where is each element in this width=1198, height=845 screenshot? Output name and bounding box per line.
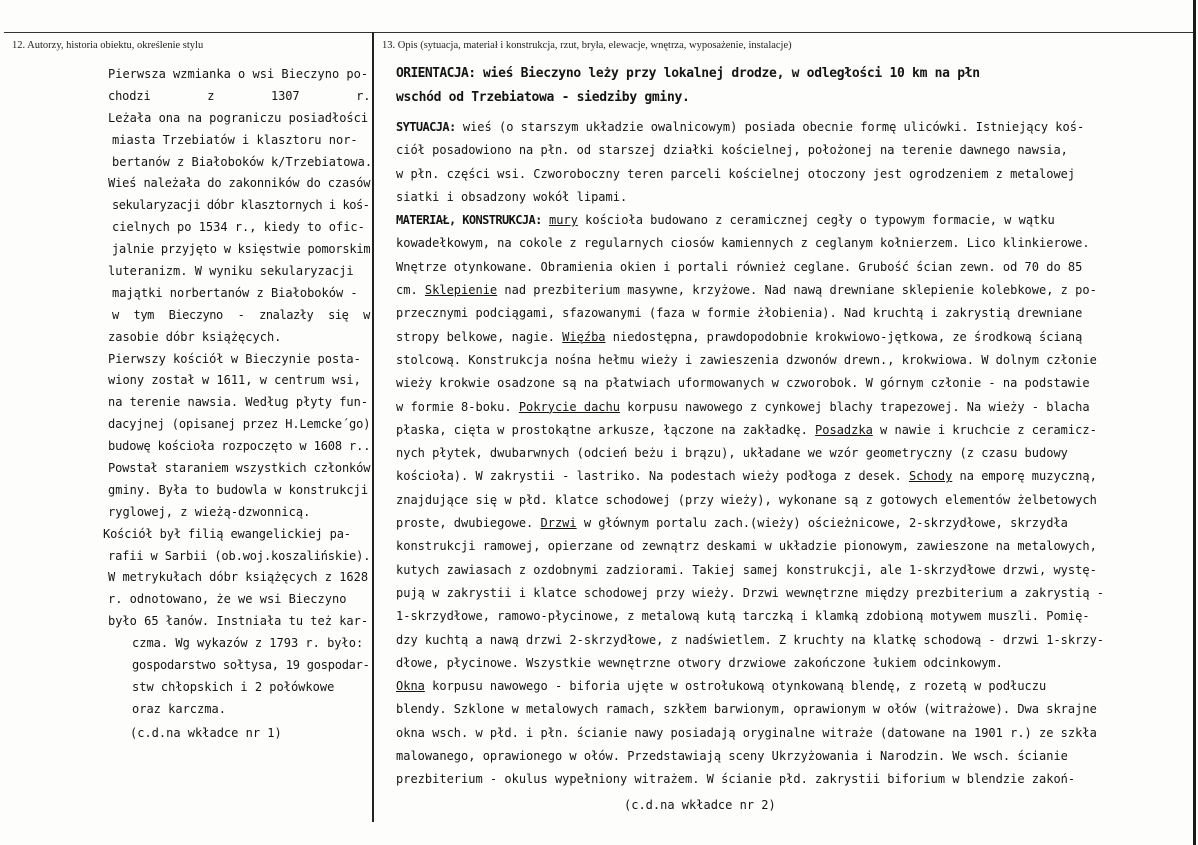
material-line bbox=[396, 465, 1176, 488]
situation-line: ciół posadowiono na płn. od starszej działki kościelnej, położonej na terenie dawnego nawsia, bbox=[396, 143, 1068, 158]
term-schody: Schody bbox=[908, 469, 953, 484]
situation-text: wieś (o starszym układzie owalnicowym) posiada obecnie formę ulicówki. Istniejący koś- bbox=[455, 120, 1085, 134]
material-text: cm. bbox=[396, 283, 425, 298]
material-line: nych płytek, dwubarwnych (odcień beżu i brązu), układane we wzór geometryczny (z czasu budowy bbox=[396, 446, 1068, 461]
material-line bbox=[396, 326, 1176, 349]
history-line: Kościół był filią ewangelickiej pa- bbox=[103, 526, 351, 541]
material-text: korpusu nawowego z cynkowej blachy trapezowej. Na wieży - blacha bbox=[619, 399, 1090, 414]
material-text: w głównym portalu zach.(wieży) ościeżnicowe, 2-skrzydłowe, skrzydła bbox=[576, 516, 1068, 531]
term-posadzka: Posadzka bbox=[815, 422, 873, 437]
material-text: na emporę muzyczną, bbox=[952, 469, 1097, 484]
history-line: W metrykułach dóbr książęcych z 1628 bbox=[108, 570, 369, 585]
material-text: kościoła budowano z ceramicznej cegły o typowym formacie, w wątku bbox=[577, 213, 1055, 228]
material-line bbox=[396, 279, 1176, 302]
term-drzwi: Drzwi bbox=[540, 516, 577, 531]
term-wiezba: Więźba bbox=[562, 329, 606, 344]
material-line: prezbiterium - okulus wypełniony witrażem. W ścianie płd. zakrystii biforium w blendzie zakoń- bbox=[396, 772, 1076, 787]
history-line: było 65 łanów. Instniała tu też kar- bbox=[108, 614, 369, 629]
material-text: korpusu nawowego - biforia ujęte w ostrołukową otynkowaną blendę, z rozetą w podłuczu bbox=[424, 679, 1047, 694]
material-text: w nawie i kruchcie z ceramicz- bbox=[872, 422, 1097, 437]
material-line: znajdujące się w płd. klatce schodowej (przy wieży), wykonane są z gotowych elementów żelbetowych bbox=[396, 492, 1097, 507]
history-line: zasobie dóbr książęcych. bbox=[108, 329, 282, 344]
material-line bbox=[396, 209, 1176, 232]
material-line: blendy. Szklone w metalowych ramach, szkłem barwionym, oprawionym w ołów (witrażowe). Dwa skrajne bbox=[396, 702, 1097, 717]
situation-line: w płn. części wsi. Czworoboczny teren parceli kościelnej otoczony jest ogrodzeniem z metalowej bbox=[396, 166, 1076, 181]
orientation-line: wschód od Trzebiatowa - siedziby gminy. bbox=[396, 90, 690, 105]
material-line bbox=[396, 675, 1176, 698]
orientation-text: wieś Bieczyno leży przy lokalnej drodze, w odległości 10 km na płn bbox=[475, 66, 980, 81]
column-divider bbox=[372, 32, 374, 822]
history-line: sekularyzacji dóbr klasztornych i koś- bbox=[112, 198, 370, 213]
material-line: dłowe, płycinowe. Wszystkie wewnętrzne otwory drzwiowe zakończone łukiem odcinkowym. bbox=[396, 655, 1003, 670]
material-line: 1-skrzydłowe, ramowo-płycinowe, z metalową kutą tarczką i klamką zdobioną motywem muszli. Pomię- bbox=[396, 609, 1090, 624]
history-line: dacyjnej (opisanej przez H.Lemcke´go) bbox=[108, 417, 371, 432]
history-column bbox=[103, 64, 373, 745]
material-line: przecznymi podciągami, sfazowanymi (faza w formie żłobienia). Nad kruchtą i zakrystią drewniane bbox=[396, 306, 1083, 321]
material-line bbox=[396, 396, 1176, 419]
orientation-label: ORIENTACJA: bbox=[396, 66, 476, 81]
material-text: płaska, cięta w prostokątne arkusze, łączone na zakładkę. bbox=[396, 422, 816, 437]
history-line: gminy. Była to budowla w konstrukcji bbox=[108, 482, 369, 497]
material-line: dzy kuchtą a nawą drzwi 2-skrzydłowe, z nadświetlem. Z kruchty na klatkę schodową - drzwi 1-skrzy- bbox=[396, 632, 1105, 647]
history-line: r. odnotowano, że we wsi Bieczyno bbox=[108, 592, 347, 607]
history-line: w tym Bieczyno - znalazły się w bbox=[112, 307, 370, 322]
history-line: majątki norbertanów z Białoboków - bbox=[112, 285, 358, 300]
history-line: luteranizm. W wyniku sekularyzacji bbox=[108, 264, 354, 279]
history-line: na terenie nawsia. Według płyty fun- bbox=[108, 395, 369, 410]
material-label: MATERIAŁ, KONSTRUKCJA: bbox=[396, 213, 542, 228]
history-line: Powstał staraniem wszystkich członków bbox=[108, 461, 371, 476]
history-line: stw chłopskich i 2 połówkowe bbox=[132, 679, 335, 694]
history-line: czma. Wg wykazów z 1793 r. było: bbox=[132, 636, 364, 651]
history-line: gospodarstwo sołtysa, 19 gospodar- bbox=[132, 658, 370, 673]
history-line: Pierwsza wzmianka o wsi Bieczyno po- bbox=[108, 67, 369, 81]
material-text: niedostępna, prawdopodobnie krokwiowo-jętkowa, ze środkową ścianą bbox=[605, 329, 1083, 344]
material-line bbox=[396, 419, 1176, 442]
orientation-line bbox=[396, 62, 1176, 86]
term-pokrycie-dachu: Pokrycie dachu bbox=[518, 399, 620, 414]
term-okna: Okna bbox=[396, 679, 425, 694]
situation-line: siatki i obsadzony wokół lipami. bbox=[396, 189, 628, 204]
material-text: proste, dwubiegowe. bbox=[396, 516, 541, 531]
material-text: stropy belkowe, nagie. bbox=[396, 329, 563, 344]
material-text: nad prezbiterium masywne, krzyżowe. Nad nawą drewniane sklepienie kolebkowe, z po- bbox=[497, 283, 1097, 298]
history-line: bertanów z Białoboków k/Trzebiatowa. bbox=[112, 154, 373, 169]
material-line: malowanego, oprawionego w ołów. Przedstawiają sceny Ukrzyżowania i Narodzin. We wsch. ścianie bbox=[396, 749, 1068, 764]
term-mury: mury bbox=[548, 213, 578, 228]
situation-label: SYTUACJA: bbox=[396, 120, 456, 134]
history-line: wiony został w 1611, w centrum wsi, bbox=[108, 373, 361, 388]
section-13-header: 13. Opis (sytuacja, materiał i konstrukcja, rzut, bryła, elewacje, wnętrza, wyposażenie, instalacje) bbox=[382, 40, 792, 51]
material-line: pują w zakrystii i klatce schodowej przy wieży. Drzwi wewnętrzne między prezbiterium a zakrystią - bbox=[396, 585, 1105, 600]
material-line: Wnętrze otynkowane. Obramienia okien i portali również ceglane. Grubość ścian zewn. od 70 do 85 bbox=[396, 259, 1083, 274]
material-text: kościoła). W zakrystii - lastriko. Na podestach wieży podłoga z desek. bbox=[396, 469, 909, 484]
history-line: miasta Trzebiatów i klasztoru nor- bbox=[112, 132, 358, 147]
situation-line bbox=[396, 116, 1176, 139]
history-line: oraz karczma. bbox=[132, 701, 226, 716]
material-line: kowadełkowym, na cokole z regularnych ciosów kamiennych z ceglanym kołnierzem. Lico klinkierowe. bbox=[396, 236, 1090, 251]
history-line: Leżała ona na pograniczu posiadłości bbox=[108, 110, 369, 125]
section-12-header: 12. Autorzy, historia obiektu, określenie stylu bbox=[12, 40, 204, 51]
material-line: okna wsch. w płd. i płn. ścianie nawy posiadają oryginalne witraże (datowane na 1901 r.) ze szkła bbox=[396, 725, 1097, 740]
material-line bbox=[396, 512, 1176, 535]
continuation-note-2: (c.d.na wkładce nr 2) bbox=[624, 797, 776, 812]
material-text: w formie 8-boku. bbox=[396, 399, 519, 414]
material-line: stolcową. Konstrukcja nośna hełmu wieży i zawieszenia dzwonów drewn., krokwiowa. W dolnym członie bbox=[396, 352, 1097, 367]
material-line: konstrukcji ramowej, opierzane od zewnątrz deskami w układzie pionowym, zawieszone na metalowych, bbox=[396, 539, 1097, 554]
history-line: cielnych po 1534 r., kiedy to ofic- bbox=[112, 220, 365, 235]
history-line: Pierwszy kościół w Bieczynie posta- bbox=[108, 351, 361, 366]
history-line: chodzi z 1307 r. bbox=[108, 88, 371, 103]
material-line: wieży krokwie osadzone są na płatwiach uformowanych w czworobok. W górnym członie - na podstawie bbox=[396, 376, 1090, 391]
material-line: kutych zawiasach z ozdobnymi zadziorami. Takiej samej konstrukcji, ale 1-skrzydłowe drzwi, wystę- bbox=[396, 562, 1097, 577]
header-rule bbox=[4, 32, 1194, 33]
history-line: jalnie przyjęto w księstwie pomorskim bbox=[112, 242, 371, 257]
history-line: rafii w Sarbii (ob.woj.koszalińskie). bbox=[108, 548, 371, 563]
history-line: ryglowej, z wieżą-dzwonnicą. bbox=[108, 504, 311, 519]
continuation-note-1: (c.d.na wkładce nr 1) bbox=[130, 725, 282, 740]
term-sklepienie: Sklepienie bbox=[424, 283, 498, 298]
history-line: budowę kościoła rozpoczęto w 1608 r.. bbox=[108, 439, 371, 454]
description-column bbox=[396, 62, 1176, 817]
history-line: Wieś należała do zakonników do czasów bbox=[108, 176, 371, 191]
page-edge bbox=[1193, 0, 1196, 845]
